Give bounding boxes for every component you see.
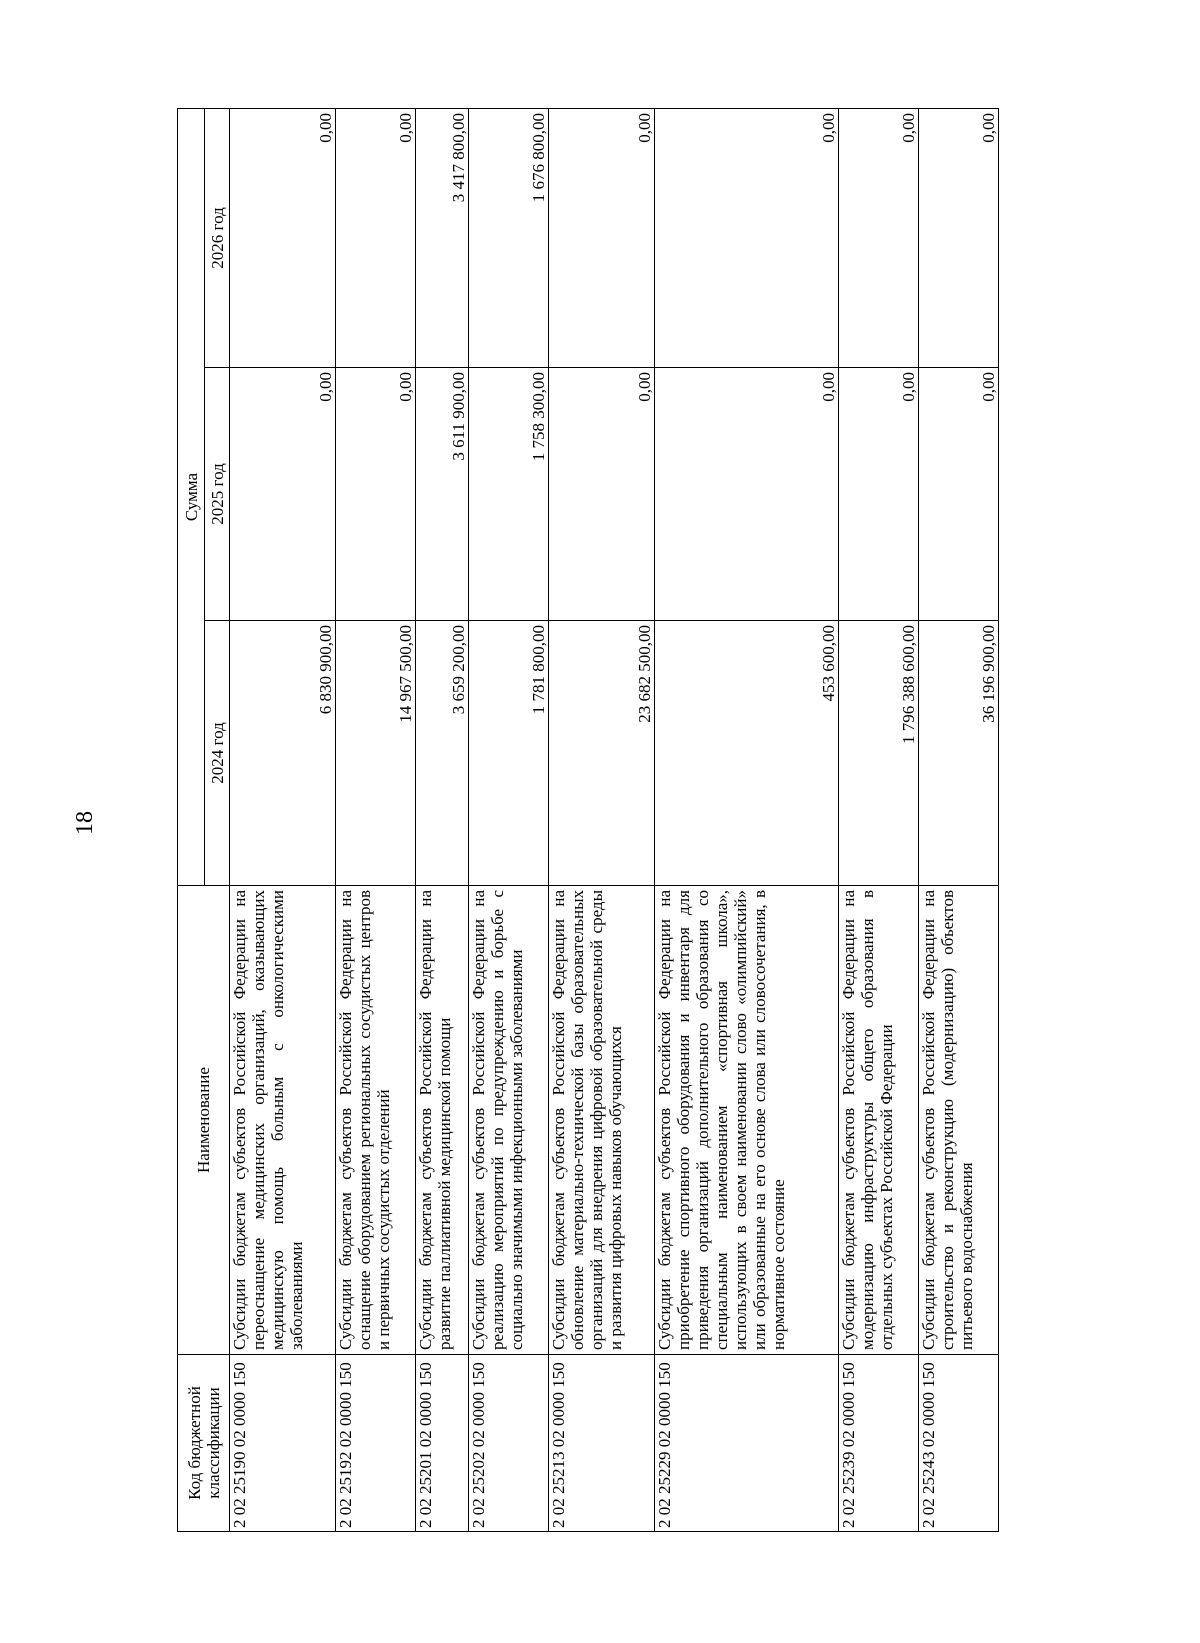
row-amount-2026: 0,00 (655, 109, 839, 368)
row-amount-2026: 0,00 (549, 109, 655, 368)
row-amount-2024: 23 682 500,00 (549, 621, 655, 886)
budget-table-sheet (177, 109, 999, 1532)
row-amount-2025: 0,00 (839, 368, 919, 621)
table-row (415, 109, 469, 1532)
row-name: Субсидии бюджетам субъектов Российской Федерации на строительство и реконструкцию (модернизацию) объектов питьевого водоснабжения (919, 886, 999, 1355)
header-sum: Сумма (178, 109, 205, 886)
row-code: 2 02 25201 02 0000 150 (415, 1355, 469, 1532)
table-row (549, 109, 655, 1532)
header-year-2025: 2025 год (205, 368, 230, 621)
row-amount-2024: 3 659 200,00 (415, 621, 469, 886)
row-code: 2 02 25190 02 0000 150 (230, 1355, 336, 1532)
row-amount-2025: 0,00 (335, 368, 415, 621)
table-row (839, 109, 919, 1532)
row-name: Субсидии бюджетам субъектов Российской Федерации на модернизацию инфраструктуры общего образования в отдельных субъектах Российской Федерации (839, 886, 919, 1355)
header-code: Код бюджетной классификации (178, 1355, 230, 1532)
row-name: Субсидии бюджетам субъектов Российской Федерации на приобретение спортивного оборудования и инвентаря для приведения организаций дополнительного образования со специальным наименованием «спортивная школа», использующих в своем наименовании слово «олимпийский» или образованные на его основе слова или словосочетания, в нормативное состояние (655, 886, 839, 1355)
header-name: Наименование (178, 886, 230, 1355)
budget-table (177, 108, 999, 1532)
table-row (655, 109, 839, 1532)
header-year-2024: 2024 год (205, 621, 230, 886)
row-code: 2 02 25229 02 0000 150 (655, 1355, 839, 1532)
row-name: Субсидии бюджетам субъектов Российской Федерации на переоснащение медицинских организаций, оказывающих медицинскую помощь больным с онкологическими заболеваниями (230, 886, 336, 1355)
row-amount-2026: 0,00 (839, 109, 919, 368)
row-amount-2024: 36 196 900,00 (919, 621, 999, 886)
row-amount-2024: 1 796 388 600,00 (839, 621, 919, 886)
row-amount-2024: 453 600,00 (655, 621, 839, 886)
header-year-2026: 2026 год (205, 109, 230, 368)
row-amount-2024: 14 967 500,00 (335, 621, 415, 886)
row-amount-2025: 0,00 (655, 368, 839, 621)
table-row (335, 109, 415, 1532)
row-amount-2026: 0,00 (919, 109, 999, 368)
row-amount-2025: 1 758 300,00 (469, 368, 549, 621)
row-amount-2026: 3 417 800,00 (415, 109, 469, 368)
row-amount-2025: 3 611 900,00 (415, 368, 469, 621)
table-row (469, 109, 549, 1532)
row-code: 2 02 25243 02 0000 150 (919, 1355, 999, 1532)
row-amount-2026: 1 676 800,00 (469, 109, 549, 368)
row-amount-2025: 0,00 (919, 368, 999, 621)
row-amount-2024: 6 830 900,00 (230, 621, 336, 886)
table-row (919, 109, 999, 1532)
row-amount-2024: 1 781 800,00 (469, 621, 549, 886)
row-code: 2 02 25202 02 0000 150 (469, 1355, 549, 1532)
row-code: 2 02 25239 02 0000 150 (839, 1355, 919, 1532)
row-amount-2025: 0,00 (549, 368, 655, 621)
row-name: Субсидии бюджетам субъектов Российской Федерации на оснащение оборудованием региональных сосудистых центров и первичных сосудистых отделений (335, 886, 415, 1355)
row-code: 2 02 25213 02 0000 150 (549, 1355, 655, 1532)
row-name: Субсидии бюджетам субъектов Российской Федерации на обновление материально-технической базы образовательных организаций для внедрения цифровой образовательной среды и развития цифровых навыков обучающихся (549, 886, 655, 1355)
table-row (230, 109, 336, 1532)
row-name: Субсидии бюджетам субъектов Российской Федерации на реализацию мероприятий по предупреждению и борьбе с социально значимыми инфекционными заболеваниями (469, 886, 549, 1355)
row-amount-2025: 0,00 (230, 368, 336, 621)
row-name: Субсидии бюджетам субъектов Российской Федерации на развитие паллиативной медицинской помощи (415, 886, 469, 1355)
row-code: 2 02 25192 02 0000 150 (335, 1355, 415, 1532)
row-amount-2026: 0,00 (230, 109, 336, 368)
row-amount-2026: 0,00 (335, 109, 415, 368)
page-number: 18 (72, 811, 98, 835)
